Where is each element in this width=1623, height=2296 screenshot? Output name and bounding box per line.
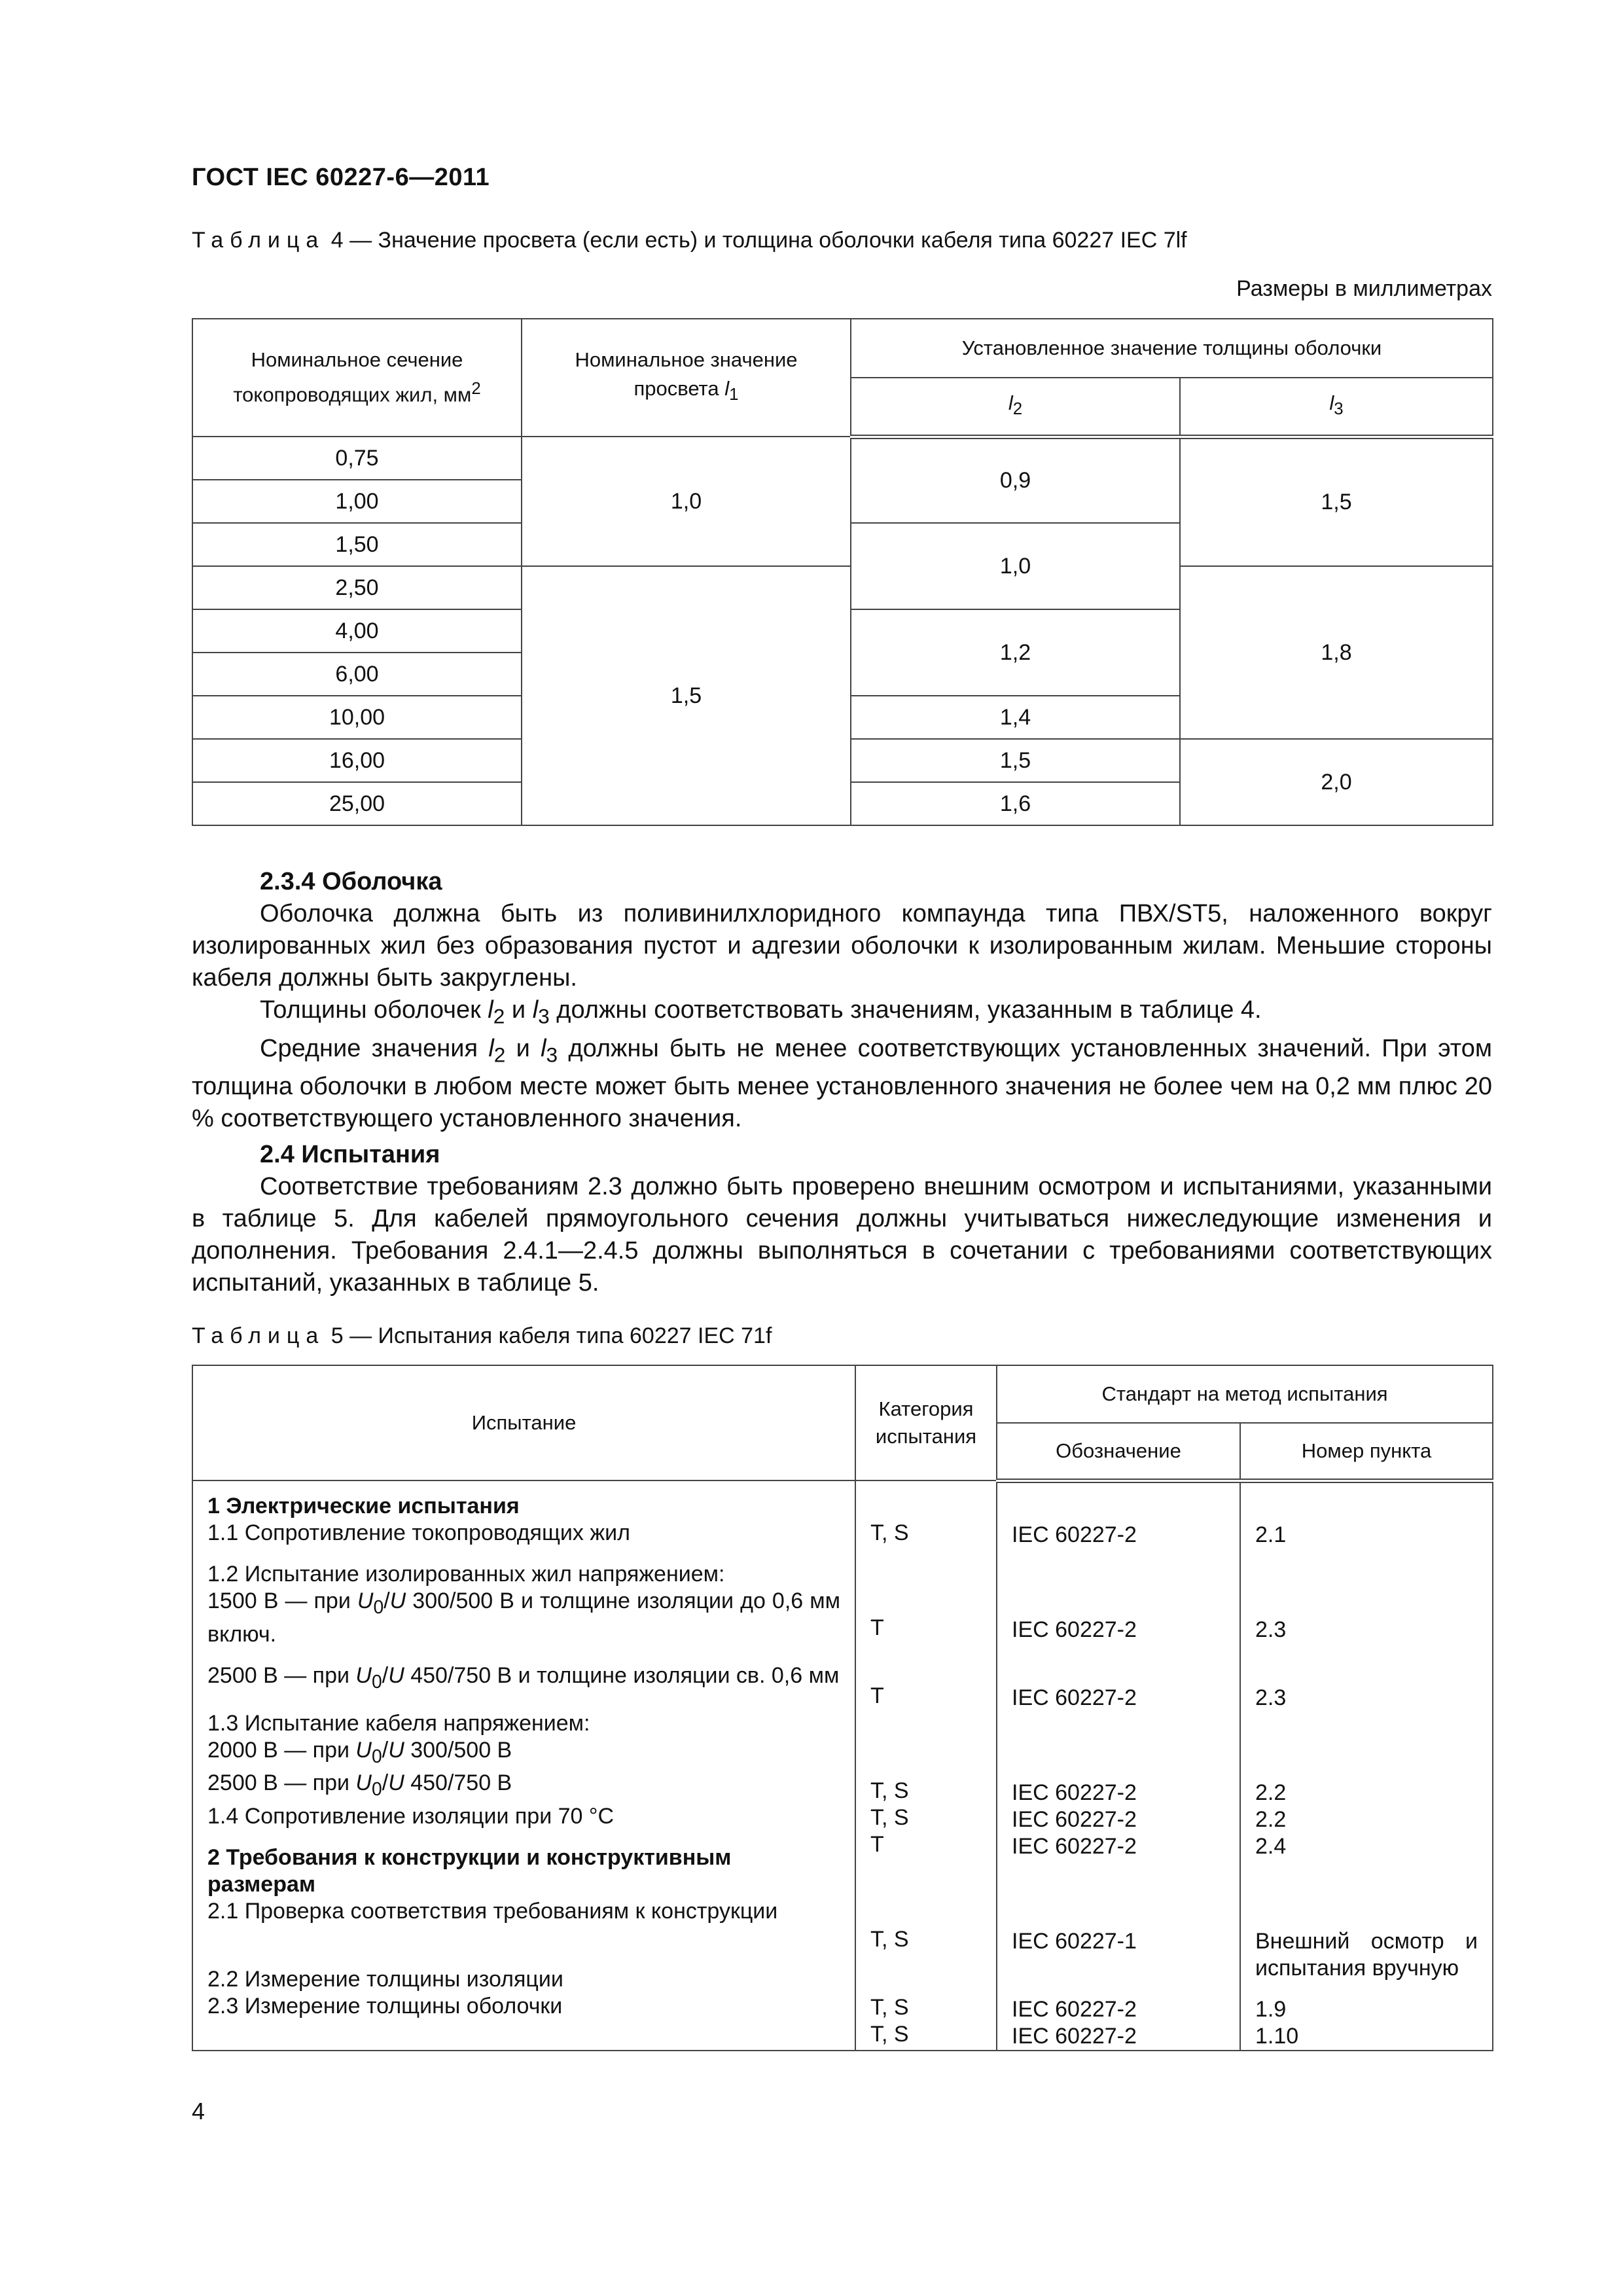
- table5: [192, 1365, 1493, 2051]
- l2-cell: 1,2: [851, 609, 1180, 696]
- table5-caption-word: Таблица: [192, 1323, 325, 1348]
- section-cell: 2,50: [192, 566, 522, 609]
- l2-cell: 1,6: [851, 782, 1180, 825]
- group-title: 2 Требования к конструкции и конструктивным размерам: [207, 1845, 732, 1897]
- document-header: ГОСТ IEC 60227-6—2011: [192, 164, 490, 191]
- l1-cell: 1,0: [522, 437, 851, 566]
- table5-caption-text: 5 — Испытания кабеля типа 60227 IEC 71f: [325, 1323, 772, 1348]
- table4-caption-text: 4 — Значение просвета (если есть) и толщина оболочки кабеля типа 60227 IEC 7lf: [325, 228, 1187, 253]
- table5-col-category: Категория испытания: [855, 1365, 997, 1480]
- l2-cell: 1,5: [851, 739, 1180, 782]
- body-text: [192, 866, 1492, 1299]
- section-cell: 10,00: [192, 696, 522, 739]
- table4-col-section: Номинальное сечение токопроводящих жил, $мм^2$: [192, 319, 522, 437]
- table4-col-thickness: Установленное значение толщины оболочки: [851, 319, 1493, 378]
- table5-col-clause: Номер пункта: [1240, 1423, 1493, 1480]
- table5-caption: [192, 1323, 772, 1349]
- table5-col-designation: Обозначение: [997, 1423, 1240, 1480]
- l2-cell: 1,0: [851, 523, 1180, 609]
- paragraph: Соответствие требованиям 2.3 должно быть проверено внешним осмотром и испытаниями, указанными в таблице 5. Для кабелей прямоугольного сечения должны учитываться нижеследующие изменения и дополнения. Требования 2.4.1—2.4.5 должны выполняться в сочетании с требованиями соответствующих испытаний, указанных в таблице 5.: [192, 1173, 1492, 1297]
- section-heading-sheath: 2.3.4 Оболочка: [260, 868, 442, 895]
- section-cell: 4,00: [192, 609, 522, 653]
- table4: [192, 318, 1493, 826]
- section-cell: 1,00: [192, 480, 522, 523]
- page-number: 4: [192, 2098, 205, 2125]
- l2-cell: 0,9: [851, 437, 1180, 523]
- table-row: 1 Электрические испытания 1.1 Сопротивление токопроводящих жил 1.2 Испытание изолированных жил напряжением: 1500 В — при $U_0/U$ 300/500 В и толщине изоляции до 0,6 мм включ. 2500 В — при $U_0/U$ 450/750 В и толщине изоляции св. 0,6 мм 1.3 Испытание кабеля напряжением: 2000 В — при $U_0/U$ 300/500 В 2500 В — при $U_0/U$ 450/750 В 1.4 Сопротивление изоляции при 70 °С 2 Требования к конструкции и конструктивным размерам 2.1 Проверка соответствия требованиям к конструкции 2.2 Измерение толщины изоляции 2.3 Измерение толщины оболочки T, S T T T, S T, S T T, S T, S T, S IEC 60227-2 IEC 60227-2 IEC 60227-2 IEC 60227-2 IEC 60227-2 IEC 60227-2 IEC 60227-1 IEC 60227-2 IEC 60227-2 2.1 2.3 2.3 2.2 2.2 2.4 Внешний осмотр и испытания вручную 1.9 1.10: [192, 1480, 1493, 2051]
- table5-col-standard: Стандарт на метод испытания: [997, 1365, 1493, 1423]
- table4-col-gap: Номинальное значение просвета $l_1$: [522, 319, 851, 437]
- l3-cell: 1,8: [1180, 566, 1493, 739]
- section-heading-tests: 2.4 Испытания: [260, 1141, 440, 1169]
- l1-cell: 1,5: [522, 566, 851, 825]
- section-cell: 0,75: [192, 437, 522, 480]
- table4-caption-word: Таблица: [192, 228, 325, 253]
- l3-cell: 1,5: [1180, 437, 1493, 566]
- group-title: 1 Электрические испытания: [207, 1494, 520, 1518]
- l2-cell: 1,4: [851, 696, 1180, 739]
- section-cell: 1,50: [192, 523, 522, 566]
- section-cell: 16,00: [192, 739, 522, 782]
- paragraph: Оболочка должна быть из поливинилхлоридного компаунда типа ПВХ/ST5, наложенного вокруг изолированных жил без образования пустот и адгезии оболочки к изолированным жилам. Меньшие стороны кабеля должны быть закруглены.: [192, 900, 1492, 992]
- paragraph: Средние значения $l_2$ и $l_3$ должны быть не менее соответствующих установленных значений. При этом толщина оболочки в любом месте может быть менее установленного значения не более чем на 0,2 мм плюс 20 % соответствующего установленного значения.: [192, 1034, 1493, 1133]
- table5-col-test: Испытание: [192, 1365, 855, 1480]
- paragraph: Толщины оболочек $l_2$ и $l_3$ должны соответствовать значениям, указанным в таблице 4.: [260, 996, 1262, 1028]
- table4-col-l2: $l_2$: [851, 378, 1180, 437]
- table4-units: Размеры в миллиметрах: [1236, 276, 1492, 301]
- table4-caption: [192, 228, 1187, 253]
- section-cell: 6,00: [192, 653, 522, 696]
- table4-col-l3: $l_3$: [1180, 378, 1493, 437]
- section-cell: 25,00: [192, 782, 522, 825]
- l3-cell: 2,0: [1180, 739, 1493, 825]
